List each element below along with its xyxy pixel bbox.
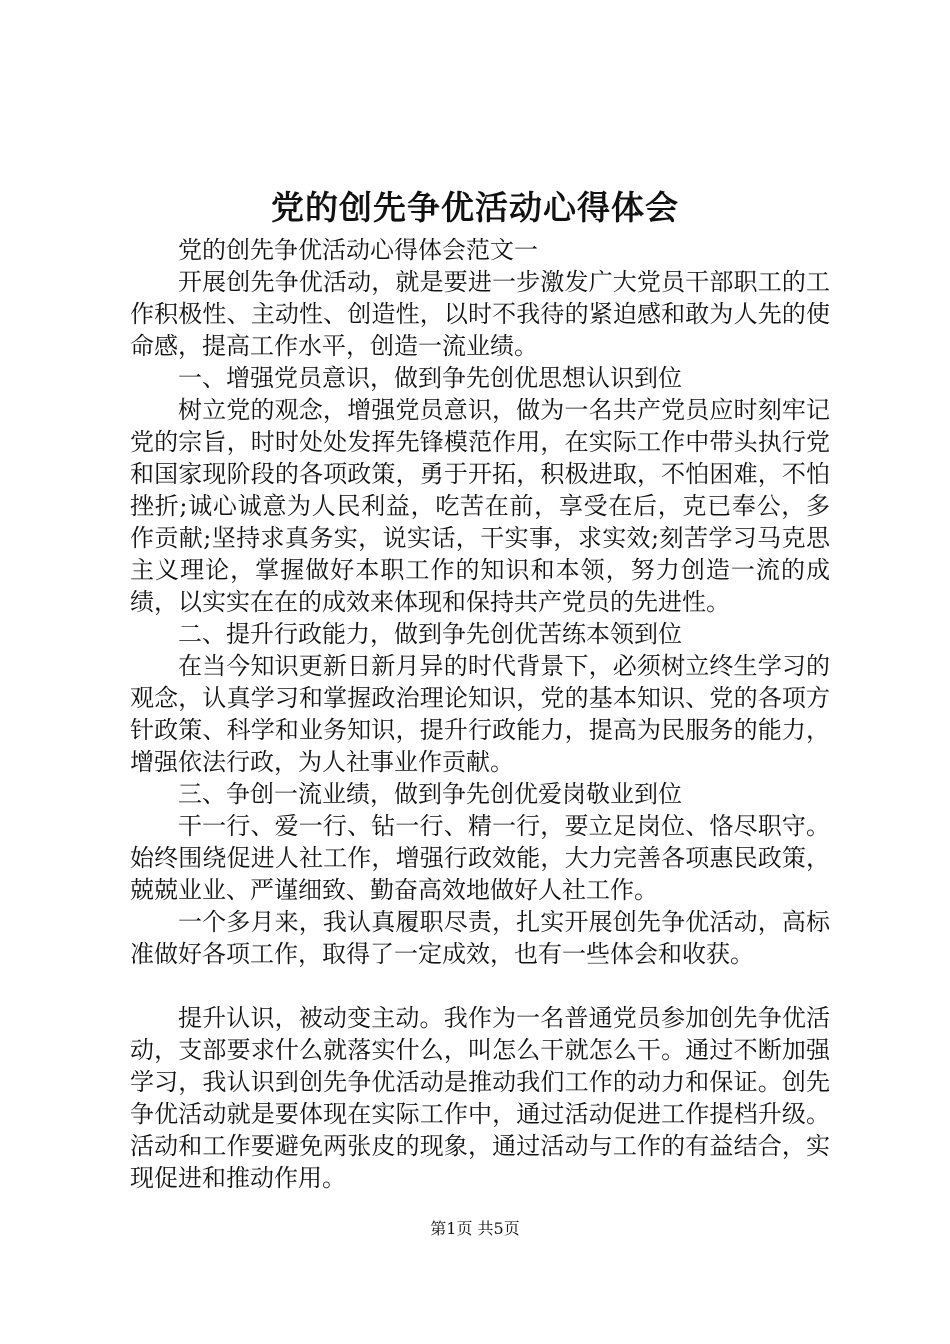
section-heading-1: 一、增强党员意识，做到争先创优思想认识到位 <box>178 364 682 392</box>
paragraph-spacer <box>130 970 830 1002</box>
paragraph-section-3: 干一行、爱一行、钻一行、精一行，要立足岗位、恪尽职守。始终围绕促进人社工作，增强行政效能，大力完善各项惠民政策，兢兢业业、严谨细致、勤奋高效地做好人社工作。 <box>130 812 830 904</box>
paragraph-section-2: 在当今知识更新日新月异的时代背景下，必须树立终生学习的观念，认真学习和掌握政治理论知识，党的基本知识、党的各项方针政策、科学和业务知识，提升行政能力，提高为民服务的能力，增强依法行政，为人社事业作贡献。 <box>130 652 830 776</box>
paragraph-section-1: 树立党的观念，增强党员意识，做为一名共产党员应时刻牢记党的宗旨，时时处处发挥先锋模范作用，在实际工作中带头执行党和国家现阶段的各项政策，勇于开拓，积极进取，不怕困难，不怕挫折;诚心诚意为人民利益，吃苦在前，享受在后，克已奉公，多作贡献;坚持求真务实，说实话，干实事，求实效;刻苦学习马克思主义理论，掌握做好本职工作的知识和本领，努力创造一流的成绩，以实实在在的成效来体现和保持共产党员的先进性。 <box>130 396 830 616</box>
paragraph-subtitle: 党的创先争优活动心得体会范文一 <box>178 236 538 264</box>
document-body <box>130 234 830 1194</box>
paragraph-reflection: 提升认识，被动变主动。我作为一名普通党员参加创先争优活动，支部要求什么就落实什么，叫怎么干就怎么干。通过不断加强学习，我认识到创先争优活动是推动我们工作的动力和保证。创先争优活动就是要体现在实际工作中，通过活动促进工作提档升级。活动和工作要避免两张皮的现象，通过活动与工作的有益结合，实现促进和推动作用。 <box>130 1004 830 1192</box>
paragraph-intro: 开展创先争优活动，就是要进一步激发广大党员干部职工的工作积极性、主动性、创造性，以时不我待的紧迫感和敢为人先的使命感，提高工作水平，创造一流业绩。 <box>130 268 830 360</box>
section-heading-3: 三、争创一流业绩，做到争先创优爱岗敬业到位 <box>178 780 682 808</box>
section-heading-2: 二、提升行政能力，做到争先创优苦练本领到位 <box>178 620 682 648</box>
paragraph-summary: 一个多月来，我认真履职尽责，扎实开展创先争优活动，高标准做好各项工作，取得了一定成效，也有一些体会和收获。 <box>130 908 830 968</box>
page-footer: 第1页 共5页 <box>430 1219 520 1238</box>
document-title: 党的创先争优活动心得体会 <box>271 188 679 227</box>
